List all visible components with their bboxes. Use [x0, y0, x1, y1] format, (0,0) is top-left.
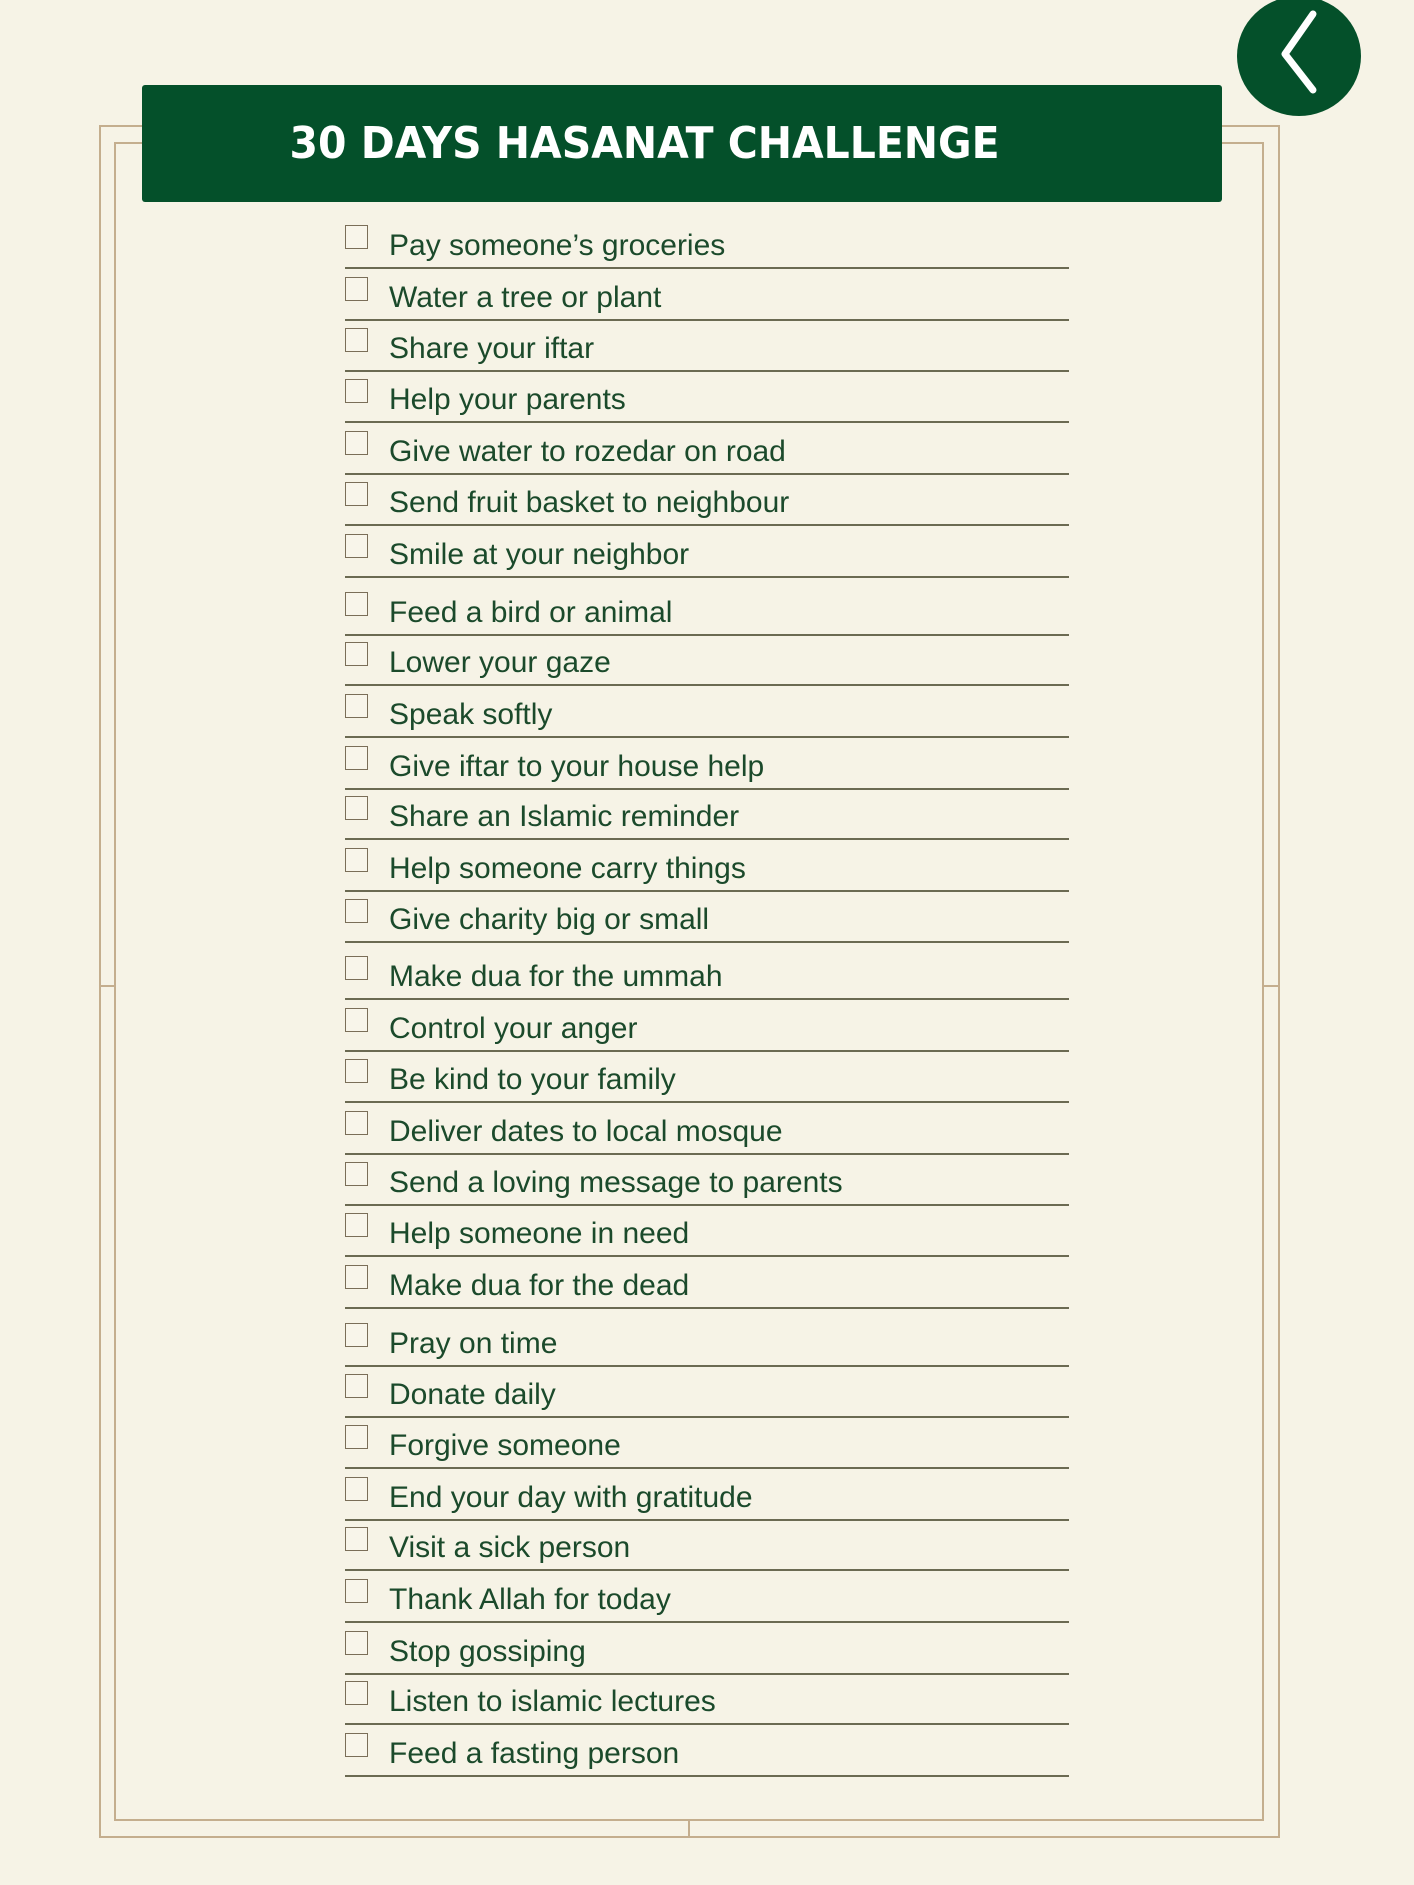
checklist-item[interactable] — [345, 322, 1069, 372]
checkbox[interactable] — [345, 1374, 368, 1398]
checklist-item-label: Send fruit basket to neighbour — [389, 486, 790, 519]
checkbox[interactable] — [345, 379, 368, 403]
checkbox[interactable] — [345, 534, 368, 558]
checklist-item[interactable] — [345, 740, 1069, 790]
checklist-item-label: Pay someone’s groceries — [389, 229, 726, 262]
checklist-item[interactable] — [345, 790, 1069, 840]
checklist-item-label: End your day with gratitude — [389, 1481, 753, 1514]
checklist-item[interactable] — [345, 219, 1069, 269]
checkbox[interactable] — [345, 1008, 368, 1032]
checklist-item-label: Listen to islamic lectures — [389, 1685, 716, 1718]
checklist-item-label: Water a tree or plant — [389, 281, 662, 314]
checkbox[interactable] — [345, 1162, 368, 1186]
checklist-item[interactable] — [345, 893, 1069, 943]
checklist-item-label: Visit a sick person — [389, 1531, 631, 1564]
checklist-item[interactable] — [345, 528, 1069, 578]
checklist-item-label: Forgive someone — [389, 1429, 621, 1462]
checkbox[interactable] — [345, 1733, 368, 1757]
checklist-item-label: Help someone carry things — [389, 852, 746, 885]
checklist-item[interactable] — [345, 1317, 1069, 1367]
checklist-item[interactable] — [345, 1053, 1069, 1103]
checkbox[interactable] — [345, 1425, 368, 1449]
checkbox[interactable] — [345, 1681, 368, 1705]
checklist-item[interactable] — [345, 1207, 1069, 1257]
checkbox[interactable] — [345, 328, 368, 352]
checkbox[interactable] — [345, 431, 368, 455]
frame-tick-left — [99, 985, 114, 987]
checkbox[interactable] — [345, 1323, 368, 1347]
checklist-item-label: Give water to rozedar on road — [389, 435, 786, 468]
checkbox[interactable] — [345, 642, 368, 666]
checkbox[interactable] — [345, 1579, 368, 1603]
checklist-item[interactable] — [345, 1105, 1069, 1155]
checklist-item-label: Feed a bird or animal — [389, 596, 673, 629]
checklist-item[interactable] — [345, 476, 1069, 526]
checklist-item[interactable] — [345, 1573, 1069, 1623]
checkbox[interactable] — [345, 277, 368, 301]
checklist-item[interactable] — [345, 373, 1069, 423]
checkbox[interactable] — [345, 899, 368, 923]
checklist-item-label: Lower your gaze — [389, 646, 611, 679]
checklist-item-label: Make dua for the dead — [389, 1269, 690, 1302]
checklist-item[interactable] — [345, 842, 1069, 892]
checkbox[interactable] — [345, 482, 368, 506]
chevron-left-icon — [1237, 0, 1361, 116]
checklist-item[interactable] — [345, 1419, 1069, 1469]
checklist-item[interactable] — [345, 271, 1069, 321]
checklist-item[interactable] — [345, 688, 1069, 738]
checkbox[interactable] — [345, 1631, 368, 1655]
checklist-item[interactable] — [345, 586, 1069, 636]
checklist-item[interactable] — [345, 950, 1069, 1000]
checkbox[interactable] — [345, 848, 368, 872]
checklist-item[interactable] — [345, 1625, 1069, 1675]
frame-tick-right — [1264, 985, 1280, 987]
checkbox[interactable] — [345, 956, 368, 980]
checklist-item-label: Stop gossiping — [389, 1635, 586, 1668]
checklist-item-label: Share your iftar — [389, 332, 595, 365]
checklist-item-label: Speak softly — [389, 698, 553, 731]
checklist-item[interactable] — [345, 1727, 1069, 1777]
checklist-item[interactable] — [345, 1675, 1069, 1725]
back-button[interactable] — [1237, 0, 1361, 116]
checkbox[interactable] — [345, 1477, 368, 1501]
title-banner — [142, 85, 1222, 202]
checkbox[interactable] — [345, 1527, 368, 1551]
checklist-item-label: Be kind to your family — [389, 1063, 676, 1096]
checklist-item-label: Send a loving message to parents — [389, 1166, 843, 1199]
checklist-item-label: Control your anger — [389, 1012, 638, 1045]
checklist-item-label: Deliver dates to local mosque — [389, 1115, 783, 1148]
checklist-item[interactable] — [345, 1368, 1069, 1418]
checklist-item-label: Donate daily — [389, 1378, 556, 1411]
checklist-item-label: Give charity big or small — [389, 903, 710, 936]
checkbox[interactable] — [345, 1059, 368, 1083]
checklist-item-label: Feed a fasting person — [389, 1737, 680, 1770]
checklist-item[interactable] — [345, 425, 1069, 475]
checklist-item[interactable] — [345, 1259, 1069, 1309]
checklist-item[interactable] — [345, 636, 1069, 686]
checklist-item[interactable] — [345, 1521, 1069, 1571]
checkbox[interactable] — [345, 694, 368, 718]
checklist-item[interactable] — [345, 1002, 1069, 1052]
checkbox[interactable] — [345, 592, 368, 616]
checkbox[interactable] — [345, 225, 368, 249]
checklist-item-label: Help someone in need — [389, 1217, 690, 1250]
frame-tick-bottom — [688, 1821, 690, 1838]
checklist-item[interactable] — [345, 1156, 1069, 1206]
checklist-item[interactable] — [345, 1471, 1069, 1521]
checkbox[interactable] — [345, 1265, 368, 1289]
checklist-item-label: Help your parents — [389, 383, 626, 416]
checkbox[interactable] — [345, 1111, 368, 1135]
checklist-item-label: Smile at your neighbor — [389, 538, 690, 571]
checklist-item-label: Thank Allah for today — [389, 1583, 671, 1616]
page-title: 30 DAYS HASANAT CHALLENGE — [289, 118, 1000, 169]
checkbox[interactable] — [345, 746, 368, 770]
checkbox[interactable] — [345, 1213, 368, 1237]
checklist-item-label: Give iftar to your house help — [389, 750, 765, 783]
checkbox[interactable] — [345, 796, 368, 820]
checklist-item-label: Pray on time — [389, 1327, 558, 1360]
checklist-item-label: Share an Islamic reminder — [389, 800, 740, 833]
checklist-item-label: Make dua for the ummah — [389, 960, 723, 993]
